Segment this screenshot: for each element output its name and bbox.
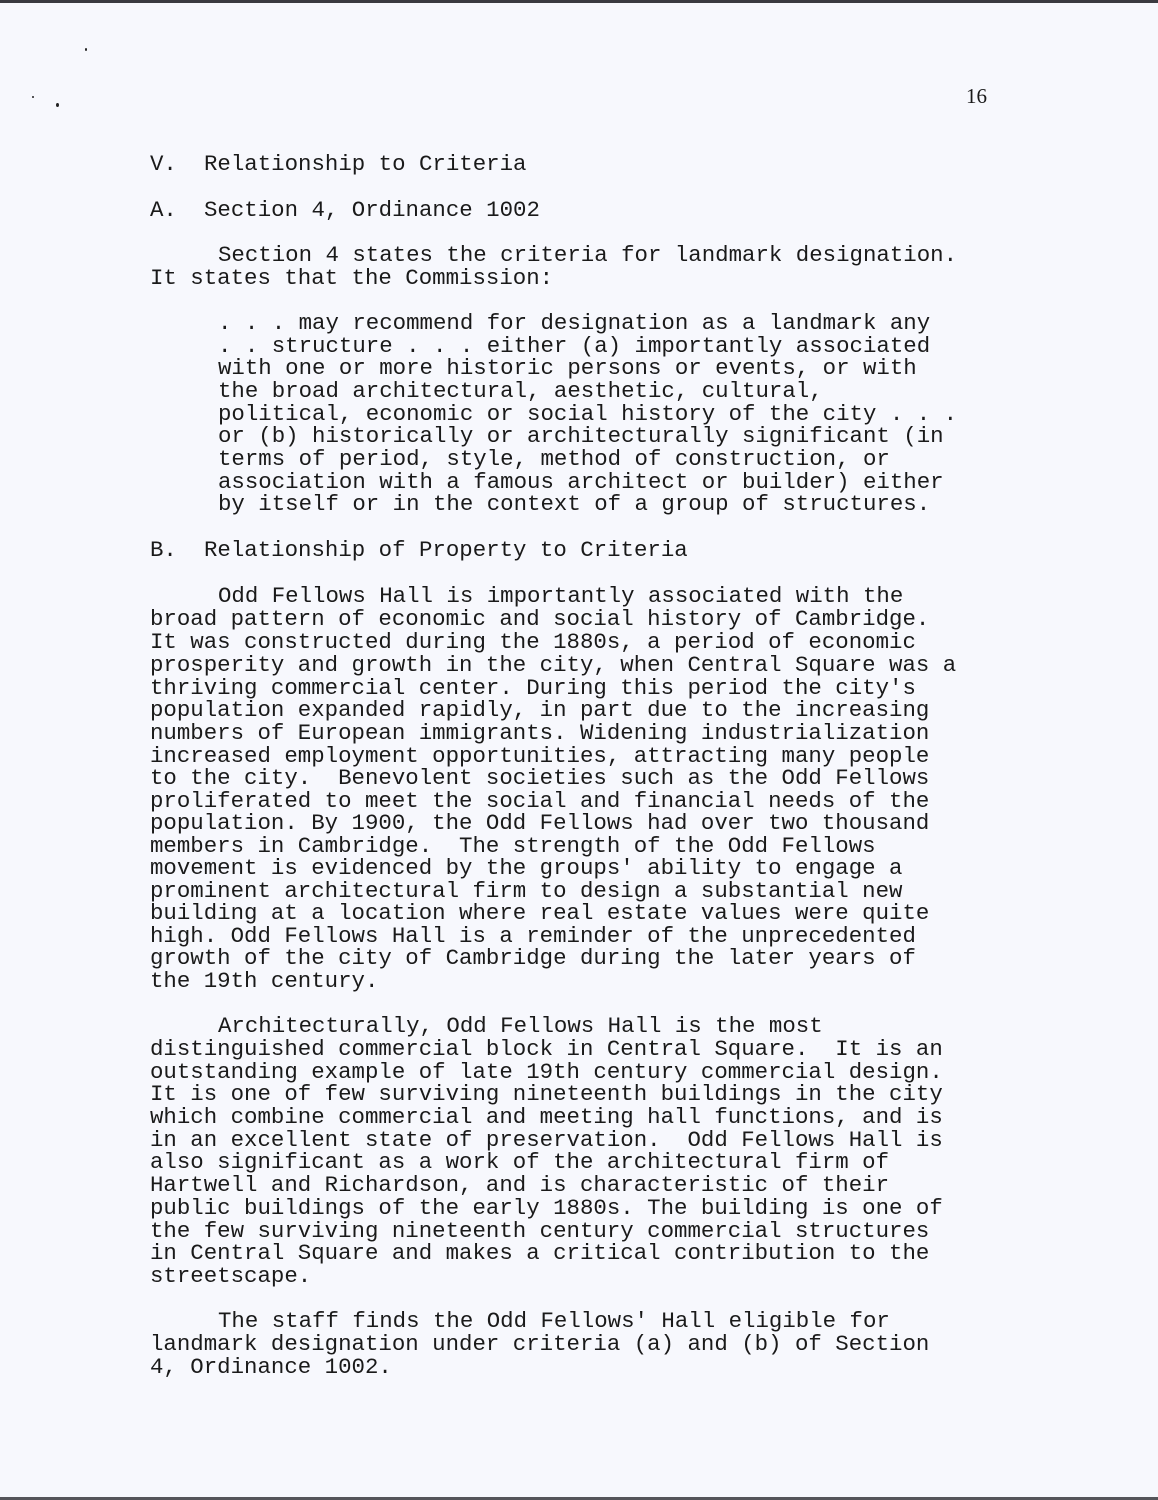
paragraph-line: increased employment opportunities, attracting many people [150, 743, 930, 769]
scan-top-edge [0, 0, 1158, 3]
paragraph-line: in an excellent state of preservation. Odd Fellows Hall is [150, 1127, 943, 1153]
scan-speck [56, 103, 59, 107]
scan-speck [32, 96, 34, 98]
subsection-b-title: Relationship of Property to Criteria [204, 537, 688, 563]
paragraph-line: It is one of few surviving nineteenth buildings in the city [150, 1081, 943, 1107]
paragraph-line: the 19th century. [150, 968, 379, 994]
subsection-a-label: A. [150, 197, 177, 223]
quote-line: political, economic or social history of the city . . . [218, 401, 958, 427]
quote-line: with one or more historic persons or events, or with [218, 355, 917, 381]
paragraph-line: high. Odd Fellows Hall is a reminder of the unprecedented [150, 923, 916, 949]
intro-line: Section 4 states the criteria for landmark designation. [218, 242, 958, 268]
paragraph-line: public buildings of the early 1880s. The building is one of [150, 1195, 943, 1221]
quote-line: . . structure . . . either (a) importantly associated [218, 333, 931, 359]
paragraph-line: Odd Fellows Hall is importantly associated with the [218, 583, 904, 609]
paragraph-line: the few surviving nineteenth century commercial structures [150, 1218, 930, 1244]
paragraph-line: Architecturally, Odd Fellows Hall is the most [218, 1013, 823, 1039]
section-number: V. [150, 151, 177, 177]
paragraph-line: The staff finds the Odd Fellows' Hall eligible for [218, 1308, 890, 1334]
paragraph-line: proliferated to meet the social and financial needs of the [150, 788, 930, 814]
paragraph-line: also significant as a work of the architectural firm of [150, 1149, 890, 1175]
paragraph-line: population. By 1900, the Odd Fellows had over two thousand [150, 810, 930, 836]
intro-line: It states that the Commission: [150, 265, 554, 291]
paragraph-line: prominent architectural firm to design a substantial new [150, 878, 903, 904]
quote-line: or (b) historically or architecturally significant (in [218, 423, 944, 449]
quote-line: the broad architectural, aesthetic, cultural, [218, 378, 823, 404]
quote-line: by itself or in the context of a group of structures. [218, 491, 931, 517]
paragraph-line: broad pattern of economic and social history of Cambridge. [150, 606, 930, 632]
scan-speck [85, 48, 87, 51]
subsection-b-label: B. [150, 537, 177, 563]
paragraph-line: 4, Ordinance 1002. [150, 1354, 392, 1380]
paragraph-line: movement is evidenced by the groups' ability to engage a [150, 855, 903, 881]
paragraph-line: Hartwell and Richardson, and is characteristic of their [150, 1172, 890, 1198]
paragraph-line: in Central Square and makes a critical contribution to the [150, 1240, 930, 1266]
paragraph-line: which combine commercial and meeting hall functions, and is [150, 1104, 943, 1130]
section-title: Relationship to Criteria [204, 151, 527, 177]
paragraph-line: streetscape. [150, 1263, 312, 1289]
paragraph-line: numbers of European immigrants. Widening industrialization [150, 720, 930, 746]
paragraph-line: distinguished commercial block in Central Square. It is an [150, 1036, 943, 1062]
subsection-a-title: Section 4, Ordinance 1002 [204, 197, 540, 223]
paragraph-line: growth of the city of Cambridge during the later years of [150, 945, 916, 971]
paragraph-line: members in Cambridge. The strength of the Odd Fellows [150, 833, 876, 859]
quote-line: association with a famous architect or builder) either [218, 469, 944, 495]
paragraph-line: population expanded rapidly, in part due to the increasing [150, 697, 930, 723]
paragraph-line: landmark designation under criteria (a) and (b) of Section [150, 1331, 930, 1357]
paragraph-line: It was constructed during the 1880s, a period of economic [150, 629, 916, 655]
quote-line: terms of period, style, method of construction, or [218, 446, 890, 472]
paragraph-line: to the city. Benevolent societies such as the Odd Fellows [150, 765, 930, 791]
quote-line: . . . may recommend for designation as a landmark any [218, 310, 931, 336]
paragraph-line: thriving commercial center. During this period the city's [150, 675, 916, 701]
paragraph-line: prosperity and growth in the city, when Central Square was a [150, 652, 957, 678]
paragraph-line: outstanding example of late 19th century commercial design. [150, 1059, 943, 1085]
page-number: 16 [966, 84, 987, 108]
paragraph-line: building at a location where real estate values were quite [150, 900, 930, 926]
